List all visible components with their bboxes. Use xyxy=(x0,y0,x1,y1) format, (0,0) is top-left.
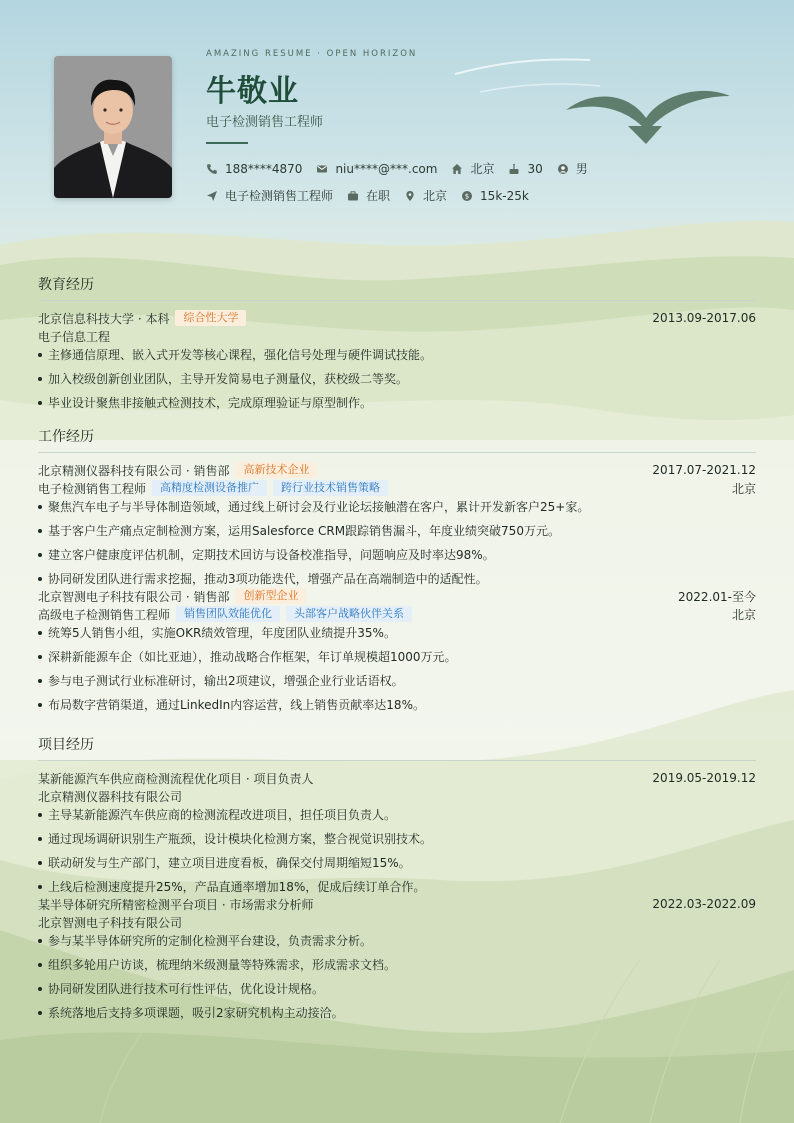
project-name-role: 某新能源汽车供应商检测流程优化项目 · 项目负责人 xyxy=(38,771,314,786)
send-icon xyxy=(206,190,218,202)
entry-date: 2017.07-2021.12 xyxy=(652,463,756,477)
cake-icon xyxy=(508,163,520,175)
project-company: 北京精测仪器科技有限公司 xyxy=(38,789,183,804)
work-entry xyxy=(38,587,756,721)
list-item: 协同研发团队进行需求挖掘，推动3项功能迭代，增强产品在高端制造中的适配性。 xyxy=(38,571,756,595)
contact-phone[interactable] xyxy=(206,162,302,176)
phone-value: 188****4870 xyxy=(225,161,303,176)
entry-date: 2022.03-2022.09 xyxy=(652,897,756,911)
position: 高级电子检测销售工程师 xyxy=(38,607,171,622)
company-tag: 高新技术企业 xyxy=(235,462,317,478)
avatar-portrait xyxy=(54,56,172,198)
location-icon xyxy=(404,190,416,202)
age-value: 30 xyxy=(527,161,543,176)
company-tag: 创新型企业 xyxy=(235,588,306,604)
bird-icon xyxy=(562,84,732,146)
skill-tag: 头部客户战略伙伴关系 xyxy=(286,606,412,622)
svg-text:$: $ xyxy=(464,192,470,201)
list-item: 聚焦汽车电子与半导体制造领域，通过线上研讨会及行业论坛接触潜在客户，累计开发新客户25+家。 xyxy=(38,499,756,523)
tagline: AMAZING RESUME · OPEN HORIZON xyxy=(206,49,418,59)
section-title: 工作经历 xyxy=(38,426,756,453)
company-department: 北京智测电子科技有限公司 · 销售部 xyxy=(38,589,230,604)
intent-location xyxy=(404,187,447,204)
major: 电子信息工程 xyxy=(38,329,111,344)
candidate-name: 牛敬业 xyxy=(206,74,299,109)
gender-value: 男 xyxy=(575,162,588,176)
gender-icon xyxy=(557,163,569,175)
bullet-list xyxy=(38,625,756,721)
list-item: 加入校级创新创业团队，主导开发简易电子测量仪，获校级二等奖。 xyxy=(38,371,756,395)
email-value: niu****@***.com xyxy=(335,161,438,176)
entry-date: 2013.09-2017.06 xyxy=(652,311,756,325)
title-divider xyxy=(206,142,248,144)
job-intent-row xyxy=(206,187,543,204)
city-value: 北京 xyxy=(470,162,495,176)
job-title: 电子检测销售工程师 xyxy=(206,115,324,130)
list-item: 主修通信原理、嵌入式开发等核心课程，强化信号处理与硬件调试技能。 xyxy=(38,347,756,371)
list-item: 主导某新能源汽车供应商的检测流程改进项目，担任项目负责人。 xyxy=(38,807,756,831)
list-item: 布局数字营销渠道，通过LinkedIn内容运营，线上销售贡献率达18%。 xyxy=(38,697,756,721)
mail-icon xyxy=(316,163,328,175)
position: 电子检测销售工程师 xyxy=(38,481,147,496)
work-section xyxy=(38,426,756,721)
company-department: 北京精测仪器科技有限公司 · 销售部 xyxy=(38,463,230,478)
list-item: 深耕新能源车企（如比亚迪），推动战略合作框架，年订单规模超1000万元。 xyxy=(38,649,756,673)
projects-section xyxy=(38,734,756,1029)
intent-salary xyxy=(461,189,529,203)
briefcase-icon xyxy=(347,190,359,202)
list-item: 通过现场调研识别生产瓶颈，设计模块化检测方案，整合视觉识别技术。 xyxy=(38,831,756,855)
list-item: 建立客户健康度评估机制，定期技术回访与设备校准指导，问题响应及时率达98%。 xyxy=(38,547,756,571)
bullet-list xyxy=(38,499,756,595)
list-item: 组织多轮用户访谈，梳理纳米级测量等特殊需求，形成需求文档。 xyxy=(38,957,756,981)
list-item: 统筹5人销售小组，实施OKR绩效管理，年度团队业绩提升35%。 xyxy=(38,625,756,649)
section-title: 教育经历 xyxy=(38,274,756,301)
school-degree: 北京信息科技大学 · 本科 xyxy=(38,311,170,326)
intent-position xyxy=(206,187,333,204)
education-entry xyxy=(38,309,756,419)
phone-icon xyxy=(206,163,218,175)
section-title: 项目经历 xyxy=(38,734,756,761)
salary-icon xyxy=(461,190,473,202)
intent-status-value: 在职 xyxy=(366,189,391,203)
project-name-role: 某半导体研究所精密检测平台项目 · 市场需求分析师 xyxy=(38,897,314,912)
list-item: 参与电子测试行业标准研讨，输出2项建议，增强企业行业话语权。 xyxy=(38,673,756,697)
entry-date: 2022.01-至今 xyxy=(678,589,756,604)
entry-date: 2019.05-2019.12 xyxy=(652,771,756,785)
project-company: 北京智测电子科技有限公司 xyxy=(38,915,183,930)
work-location: 北京 xyxy=(731,607,756,622)
list-item: 联动研发与生产部门，建立项目进度看板，确保交付周期缩短15%。 xyxy=(38,855,756,879)
skill-tag: 跨行业技术销售策略 xyxy=(273,480,388,496)
bullet-list xyxy=(38,933,756,1029)
contact-email[interactable] xyxy=(316,162,437,176)
home-icon xyxy=(451,163,463,175)
contact-age xyxy=(508,162,542,176)
contact-gender xyxy=(557,160,588,177)
list-item: 协同研发团队进行技术可行性评估，优化设计规格。 xyxy=(38,981,756,1005)
bullet-list xyxy=(38,807,756,903)
list-item: 上线后检测速度提升25%，产品直通率增加18%，促成后续订单合作。 xyxy=(38,879,756,903)
list-item: 参与某半导体研究所的定制化检测平台建设，负责需求分析。 xyxy=(38,933,756,957)
intent-salary-value: 15k-25k xyxy=(480,188,529,203)
bullet-list xyxy=(38,347,756,419)
list-item: 基于客户生产痛点定制检测方案，运用Salesforce CRM跟踪销售漏斗，年度业绩突破750万元。 xyxy=(38,523,756,547)
school-tag: 综合性大学 xyxy=(175,310,246,326)
intent-position-value: 电子检测销售工程师 xyxy=(225,189,334,203)
avatar xyxy=(54,56,172,198)
skill-tag: 高精度检测设备推广 xyxy=(152,480,267,496)
skill-tag: 销售团队效能优化 xyxy=(176,606,280,622)
project-entry xyxy=(38,895,756,1029)
intent-status xyxy=(347,187,390,204)
work-entry xyxy=(38,461,756,595)
education-section xyxy=(38,274,756,419)
list-item: 系统落地后支持多项课题，吸引2家研究机构主动接洽。 xyxy=(38,1005,756,1029)
list-item: 毕业设计聚焦非接触式检测技术，完成原理验证与原型制作。 xyxy=(38,395,756,419)
contact-row xyxy=(206,160,602,177)
contact-city xyxy=(451,160,494,177)
project-entry xyxy=(38,769,756,903)
intent-location-value: 北京 xyxy=(423,189,448,203)
work-location: 北京 xyxy=(731,481,756,496)
